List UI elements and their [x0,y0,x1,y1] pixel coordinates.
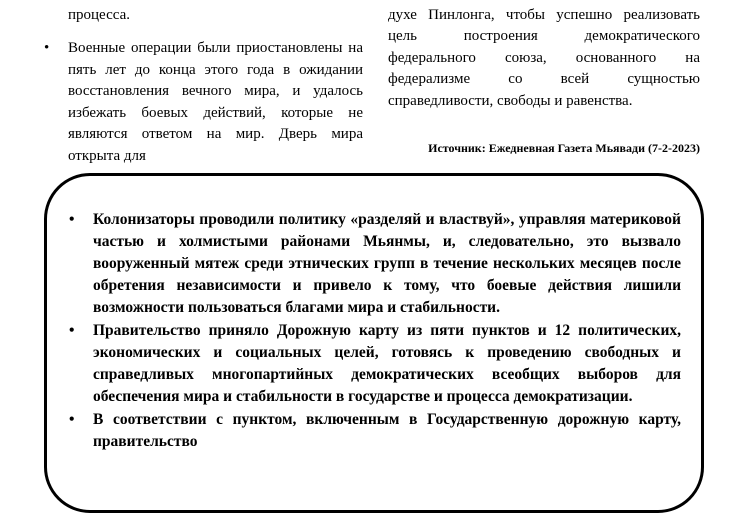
box-item-text: Правительство приняло Дорожную карту из пяти пунктов и 12 политических, экономических и социальных целей, готовясь к проведению свободных и справедливых многопартийных демократических всеобщих выборов для обеспечения мира и стабильности в государстве и процесса демократизации. [93,322,681,405]
box-bullet-list [69,209,681,454]
bullet-icon: • [69,211,75,228]
right-column [388,0,700,112]
left-prev-paragraph-tail: процесса. [68,6,130,23]
box-list-item [69,209,681,319]
box-list-item [69,409,681,453]
box-item-text: В соответствии с пунктом, включенным в Государственную дорожную карту, правительство [93,411,681,450]
right-paragraph: духе Пинлонга, чтобы успешно реализовать цель построения демократического федерального союза, основанного на федерализме со всей сущностью справедливости, свободы и равенства. [388,6,700,109]
bullet-icon: • [69,411,75,428]
bullet-icon: • [44,40,50,56]
box-item-text: Колонизаторы проводили политику «разделяй и властвуй», управляя материковой частью и холмистыми районами Мьянмы, и, следовательно, это вызвало вооруженный мятеж среди этнических групп в течение нескольких месяцев после обретения независимости и привело к тому, что боевые действия лишили возможности пользоваться благами мира и стабильности. [93,211,681,316]
box-list-item [69,320,681,408]
left-bullet-text: Военные операции были приостановлены на пять лет до конца этого года в ожидании восстановления вечного мира, и удалось избежать боевых действий, которые не являются ответом на мир. Дверь мира открыта для [68,40,363,164]
left-column [44,0,363,167]
left-bullet-item [44,38,363,167]
bullet-icon: • [69,322,75,339]
source-citation: Источник: Ежедневная Газета Мьявади (7-2-2023) [428,141,700,155]
